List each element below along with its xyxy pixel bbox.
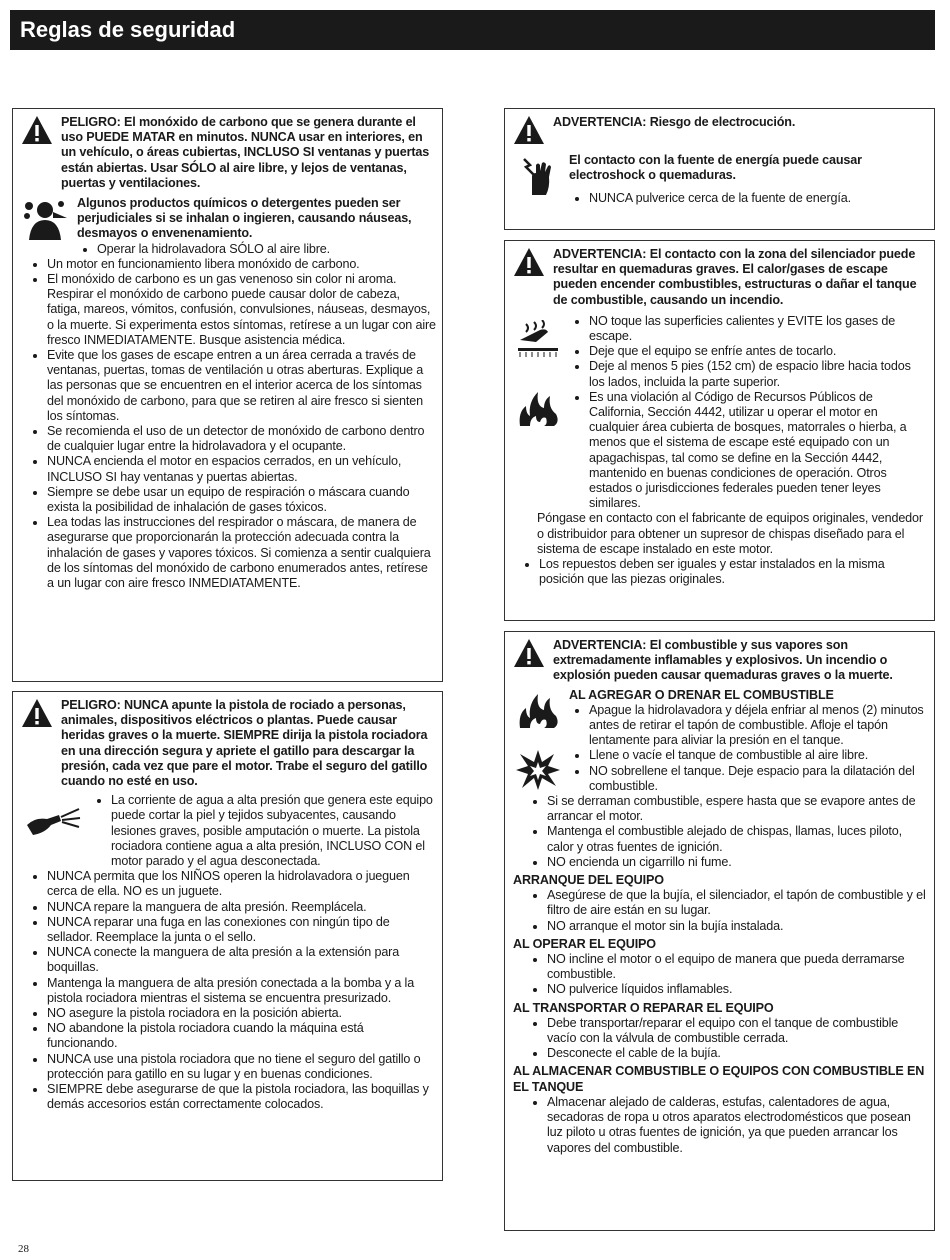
electrocution-warning-box: [504, 108, 935, 230]
icon-column: [513, 314, 563, 512]
list-item: • NUNCA use una pistola rociadora que no tiene el seguro del gatillo o protección para gatillo en su lugar y en buenas condiciones.: [47, 1052, 436, 1082]
shock-warning-text: El contacto con la fuente de energía puede causar electroshock o quemaduras.: [569, 153, 862, 183]
page-number: 28: [18, 1243, 29, 1255]
list-item: • NUNCA reparar una fuga en las conexiones con ningún tipo de sellador. Reemplace la junta o el sello.: [47, 915, 436, 945]
list-item: • Un motor en funcionamiento libera monóxido de carbono.: [47, 257, 436, 272]
list-item: • NO toque las superficies calientes y EVITE los gases de escape.: [589, 314, 928, 344]
warning-header: [21, 115, 436, 191]
shock-bullet: • NUNCA pulverice cerca de la fuente de energía.: [589, 191, 928, 206]
list-item: • NO sobrellene el tanque. Deje espacio para la dilatación del combustible.: [589, 764, 928, 794]
list-item: • Evite que los gases de escape entren a un área cerrada a través de ventanas, puertas, tomas de ventilación u otras aberturas. Explique a las personas que se encuentren en el interior acerca de los síntomas del monóxido de carbono, para que se retiren al aire fresco si sienten los síntomas.: [47, 348, 436, 424]
list-item: • Si se derraman combustible, espere hasta que se evapore antes de arrancar el motor.: [547, 794, 928, 824]
icon-column: [513, 688, 563, 794]
warning-triangle-icon: [21, 115, 55, 191]
page-header: [10, 10, 935, 50]
section-heading-transport: AL TRANSPORTAR O REPARAR EL EQUIPO: [513, 1000, 774, 1015]
muffler-burn-warning-box: [504, 240, 935, 621]
warning-text: ADVERTENCIA: Riesgo de electrocución.: [553, 115, 796, 129]
list-item: • NO encienda un cigarrillo ni fume.: [547, 855, 928, 870]
chemical-bullet: • Operar la hidrolavadora SÓLO al aire libre.: [97, 242, 436, 257]
list-item: • NO incline el motor o el equipo de manera que pueda derramarse combustible.: [547, 952, 928, 982]
fire-icon: [516, 388, 560, 428]
list-item: • NO abandone la pistola rociadora cuando la máquina está funcionando.: [47, 1021, 436, 1051]
list-item: • Asegúrese de que la bujía, el silenciador, el tapón de combustible y el filtro de aire están en su lugar.: [547, 888, 928, 918]
warning-triangle-icon: [513, 247, 547, 308]
list-item: • NUNCA conecte la manguera de alta presión a la extensión para boquillas.: [47, 945, 436, 975]
explosion-icon: [516, 748, 560, 792]
list-item: • Mantenga el combustible alejado de chispas, llamas, luces piloto, calor y otras fuentes de ignición.: [547, 824, 928, 854]
list-item: • Siempre se debe usar un equipo de respiración o máscara cuando exista la posibilidad de inhalación de gases tóxicos.: [47, 485, 436, 515]
list-item: • NO arranque el motor sin la bujía instalada.: [547, 919, 928, 934]
list-item: • Desconecte el cable de la bujía.: [547, 1046, 928, 1061]
spray-gun-danger-box: [12, 691, 443, 1181]
list-item: • Deje que el equipo se enfríe antes de tocarlo.: [589, 344, 928, 359]
list-item: • Debe transportar/reparar el equipo con el tanque de combustible vacío con la válvula de combustible cerrada.: [547, 1016, 928, 1046]
carbon-monoxide-danger-box: [12, 108, 443, 682]
section-heading-start: ARRANQUE DEL EQUIPO: [513, 873, 664, 888]
electric-shock-hand-icon: [513, 153, 563, 207]
list-item: • El monóxido de carbono es un gas venenoso sin color ni aroma. Respirar el monóxido de carbono puede causar dolor de cabeza, fatiga, mareos, vómitos, confusión, convulsiones, náuseas, desmayos, o la muerte. Si experimenta estos síntomas, retírese a un lugar con aire fresco INMEDIATAMENTE. Busque asistencia médica.: [47, 272, 436, 348]
list-item: • NUNCA repare la manguera de alta presión. Reemplácela.: [47, 900, 436, 915]
toxic-fumes-icon: [21, 196, 71, 257]
page-title: Reglas de seguridad: [20, 17, 236, 42]
warning-text: PELIGRO: El monóxido de carbono que se genera durante el uso PUEDE MATAR en minutos. NUNCA usar en interiores, en un vehículo, o áreas cubiertas, INCLUSO SI ventanas y puertas están abiertas. Usar SÓLO al aire libre, y lejos de ventanas, puertas y ventilaciones.: [61, 115, 430, 190]
list-item: • SIEMPRE debe asegurarse de que la pistola rociadora, las boquillas y demás accesorios están correctamente colocados.: [47, 1082, 436, 1112]
fuel-heading: AL AGREGAR O DRENAR EL COMBUSTIBLE: [569, 687, 834, 702]
warning-header: [513, 247, 928, 308]
list-item: • NO asegure la pistola rociadora en la posición abierta.: [47, 1006, 436, 1021]
hot-surface-icon: [516, 320, 560, 358]
list-item: • NUNCA encienda el motor en espacios cerrados, en un vehículo, INCLUSO SI hay ventanas y puertas abiertas.: [47, 454, 436, 484]
warning-triangle-icon: [513, 638, 547, 684]
warning-triangle-icon: [21, 698, 55, 789]
list-item: • Apague la hidrolavadora y déjela enfriar al menos (2) minutos antes de retirar el tapón de combustible. Afloje el tapón lentamente para aliviar la presión en el tanque.: [589, 703, 928, 749]
list-item: • NO pulverice líquidos inflamables.: [547, 982, 928, 997]
list-item: • Deje al menos 5 pies (152 cm) de espacio libre hacia todos los lados, incluida la parte superior.: [589, 359, 928, 389]
warning-header: [513, 638, 928, 684]
section-heading-operate: AL OPERAR EL EQUIPO: [513, 936, 656, 951]
warning-text: PELIGRO: NUNCA apunte la pistola de rociado a personas, animales, dispositivos eléctricos o plantas. Puede causar heridas graves o la muerte. SIEMPRE dirija la pistola rociadora en una dirección segura y apriete el gatillo para descargar la presión, cada vez que pare el motor. Trabe el seguro del gatillo cuando no esté en uso.: [61, 698, 428, 789]
injection-bullet: • La corriente de agua a alta presión que genera este equipo puede cortar la piel y tejidos subyacentes, causando lesiones graves, posible amputación o muerte. La pistola rociadora contiene agua a alta presión, INCLUSO CON el motor parado y el agua desconectada.: [111, 793, 436, 869]
spark-arrester-note: Póngase en contacto con el fabricante de equipos originales, vendedor o distribuidor para obtener un supresor de chispas diseñado para el sistema de escape instalado en este motor.: [537, 511, 923, 556]
chemical-warning-text: Algunos productos químicos o detergentes pueden ser perjudiciales si se inhalan o ingieren, causando náuseas, desmayos o envenenamiento.: [77, 196, 412, 241]
list-item: • Almacenar alejado de calderas, estufas, calentadores de agua, secadoras de ropa u otros aparatos electrodomésticos que posean luz piloto u otras fuentes de ignición, ya que pueden arrancar los vapores del combustible.: [547, 1095, 928, 1156]
list-item: • Lea todas las instrucciones del respirador o máscara, de manera de asegurarse que proporcionarán la protección adecuada contra la inhalación de gases y vapores tóxicos. Si comienza a sentir cualquiera de los síntomas del monóxido de carbono enumerados antes, retírese a un lugar con aire fresco INMEDIATAMENTE.: [47, 515, 436, 591]
warning-header: [513, 115, 928, 145]
list-item: • Llene o vacíe el tanque de combustible al aire libre.: [589, 748, 928, 763]
warning-text: ADVERTENCIA: El combustible y sus vapores son extremadamente inflamables y explosivos. Un incendio o explosión pueden causar quemaduras graves o la muerte.: [553, 638, 893, 683]
warning-text: ADVERTENCIA: El contacto con la zona del silenciador puede resultar en quemaduras graves. El calor/gases de escape pueden encender combustibles, estructuras o dañar el tanque de combustible, causando un incendio.: [553, 247, 917, 307]
warning-header: [21, 698, 436, 789]
list-item: • Mantenga la manguera de alta presión conectada a la bomba y a la pistola rociadora mientras el sistema se encuentra presurizado.: [47, 976, 436, 1006]
fuel-warning-box: [504, 631, 935, 1231]
fire-icon: [516, 690, 560, 730]
list-item: • Los repuestos deben ser iguales y estar instalados en la misma posición que las piezas originales.: [539, 557, 928, 587]
high-pressure-injection-icon: [21, 793, 85, 869]
list-item: • Se recomienda el uso de un detector de monóxido de carbono dentro de cualquier lugar entre la hidrolavadora y el ocupante.: [47, 424, 436, 454]
list-item: • Es una violación al Código de Recursos Públicos de California, Sección 4442, utilizar u operar el motor en cualquier área cubierta de bosques, matorrales o hierba, a menos que el sistema de escape esté equipado con un apagachispas, tal como se define en la Sección 4442, mantenido en buenas condiciones de operación. Otros estados o jurisdicciones federales pueden tener leyes similares.: [589, 390, 928, 512]
warning-triangle-icon: [513, 115, 547, 145]
section-heading-storage: AL ALMACENAR COMBUSTIBLE O EQUIPOS CON COMBUSTIBLE EN EL TANQUE: [513, 1064, 925, 1094]
list-item: • NUNCA permita que los NIÑOS operen la hidrolavadora o jueguen cerca de ella. NO es un juguete.: [47, 869, 436, 899]
